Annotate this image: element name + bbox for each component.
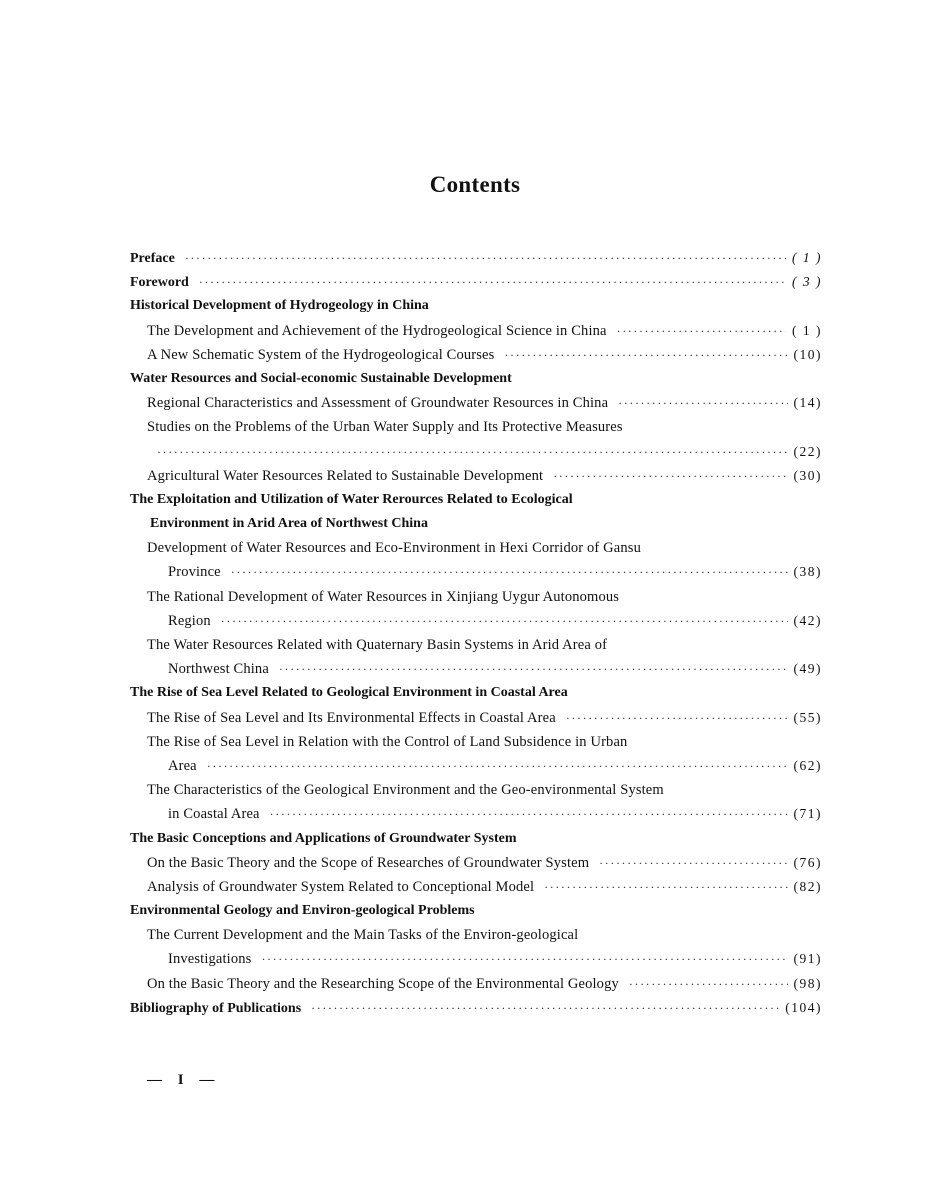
toc-leader-dots — [311, 996, 779, 1020]
toc-page-number: (30) — [793, 467, 822, 483]
toc-entry-title: Environment in Arid Area of Northwest China — [150, 516, 428, 532]
toc-entry-title: Foreword — [130, 275, 189, 291]
toc-entry-title: Historical Development of Hydrogeology in China — [130, 298, 429, 314]
toc-section — [130, 488, 822, 512]
toc-page-number: (14) — [793, 395, 822, 411]
toc-entry-title: The Exploitation and Utilization of Water Rerources Related to Ecological — [130, 491, 573, 507]
toc-leader-dots — [207, 754, 788, 778]
toc-entry — [130, 657, 822, 681]
toc-entry — [130, 875, 822, 899]
toc-page-number: (71) — [793, 806, 822, 822]
toc-page-number: ( 1 ) — [792, 250, 822, 265]
page-title: Contents — [429, 172, 521, 197]
toc-entry-title: The Development and Achievement of the Hydrogeological Science in China — [147, 322, 607, 339]
toc-leader-dots — [157, 440, 788, 464]
toc-section — [130, 246, 822, 270]
toc-section — [130, 827, 822, 851]
toc-entry-title: Studies on the Problems of the Urban Water Supply and Its Protective Measures — [147, 419, 623, 436]
toc-page-number: (22) — [793, 443, 822, 459]
toc-page-number: ( 1 ) — [792, 322, 822, 338]
toc-entry — [130, 778, 822, 802]
toc-section — [130, 270, 822, 294]
toc-entry-title: The Rise of Sea Level in Relation with the Control of Land Subsidence in Urban — [147, 733, 628, 750]
toc-leader-dots — [544, 875, 787, 899]
toc-page-number: ( 3 ) — [792, 274, 822, 290]
toc-entry — [130, 633, 822, 657]
toc-page-number: (42) — [793, 612, 822, 628]
toc-leader-dots — [279, 657, 788, 681]
toc-entry-title: Bibliography of Publications — [130, 1000, 302, 1016]
toc-leader-dots — [599, 851, 787, 875]
toc-entry — [130, 802, 822, 826]
toc-entry-title: Agricultural Water Resources Related to Sustainable Development — [147, 467, 544, 484]
toc-entry — [130, 391, 822, 415]
toc-page-number: (49) — [793, 661, 822, 677]
toc-entry — [130, 706, 822, 730]
toc-entry-title: Environmental Geology and Environ-geological Problems — [130, 903, 475, 919]
toc-section — [130, 367, 822, 391]
toc-entry-title: Region — [168, 612, 211, 629]
toc-entry — [130, 754, 822, 778]
toc-page-number: (82) — [793, 878, 822, 894]
toc-entry-title: in Coastal Area — [168, 806, 260, 823]
toc-leader-dots — [566, 706, 788, 730]
toc-leader-dots — [261, 947, 787, 971]
toc-section — [130, 681, 822, 705]
toc-entry-title: Province — [168, 564, 221, 581]
toc-entry-title: The Rise of Sea Level and Its Environmental Effects in Coastal Area — [147, 709, 556, 726]
toc-entry-title: Preface — [130, 251, 175, 266]
toc-leader-dots — [231, 560, 788, 584]
toc-entry — [130, 609, 822, 633]
toc-leader-dots — [504, 343, 787, 367]
toc-entry — [130, 585, 822, 609]
toc-page-number: (62) — [793, 757, 822, 773]
table-of-contents — [130, 246, 822, 1020]
toc-page-number: (10) — [793, 346, 822, 362]
toc-entry — [130, 319, 822, 343]
toc-entry — [130, 851, 822, 875]
toc-entry — [130, 464, 822, 488]
toc-entry — [130, 730, 822, 754]
toc-leader-dots — [270, 802, 788, 826]
toc-leader-dots — [617, 319, 786, 343]
toc-entry-title: On the Basic Theory and the Researching Scope of the Environmental Geology — [147, 975, 619, 992]
toc-section — [130, 294, 822, 318]
toc-entry-title: The Characteristics of the Geological Environment and the Geo-environmental System — [147, 782, 664, 799]
toc-entry-title: A New Schematic System of the Hydrogeological Courses — [147, 346, 495, 363]
toc-leader-dots — [199, 270, 786, 294]
toc-entry — [130, 440, 822, 464]
toc-page-number: (55) — [793, 709, 822, 725]
toc-page-number: (104) — [785, 999, 822, 1015]
toc-entry-title: The Rational Development of Water Resources in Xinjiang Uygur Autonomous — [147, 588, 620, 605]
page-number: — I — — [147, 1072, 221, 1088]
toc-entry-title: The Water Resources Related with Quaternary Basin Systems in Arid Area of — [147, 637, 608, 653]
toc-entry-title: The Basic Conceptions and Applications of Groundwater System — [130, 830, 517, 846]
toc-leader-dots — [553, 464, 787, 488]
toc-section — [130, 512, 822, 536]
toc-entry — [130, 560, 822, 584]
toc-section — [130, 996, 822, 1020]
toc-entry-title: Analysis of Groundwater System Related to Conceptional Model — [147, 878, 535, 895]
toc-entry-title: On the Basic Theory and the Scope of Researches of Groundwater System — [147, 854, 590, 871]
toc-entry-title: Development of Water Resources and Eco-Environment in Hexi Corridor of Gansu — [147, 540, 641, 557]
toc-entry-title: Northwest China — [168, 661, 269, 678]
toc-page-number: (98) — [793, 975, 822, 991]
toc-entry-title: The Current Development and the Main Tasks of the Environ-geological — [147, 927, 579, 944]
toc-page-number: (76) — [793, 854, 822, 870]
toc-section — [130, 899, 822, 923]
toc-entry — [130, 343, 822, 367]
toc-entry-title: Water Resources and Social-economic Sustainable Development — [130, 370, 512, 386]
toc-entry-title: Investigations — [168, 951, 252, 968]
toc-leader-dots — [629, 972, 788, 996]
toc-entry-title: The Rise of Sea Level Related to Geological Environment in Coastal Area — [130, 685, 568, 701]
toc-page-number: (91) — [793, 951, 822, 967]
toc-entry — [130, 415, 822, 439]
toc-leader-dots — [618, 391, 787, 415]
toc-leader-dots — [185, 246, 786, 270]
toc-entry-title: Area — [168, 757, 197, 774]
toc-entry — [130, 923, 822, 947]
toc-leader-dots — [221, 609, 788, 633]
toc-entry — [130, 972, 822, 996]
toc-page-number: (38) — [793, 564, 822, 580]
toc-entry-title: Regional Characteristics and Assessment of Groundwater Resources in China — [147, 395, 609, 412]
toc-entry — [130, 536, 822, 560]
toc-entry — [130, 947, 822, 971]
